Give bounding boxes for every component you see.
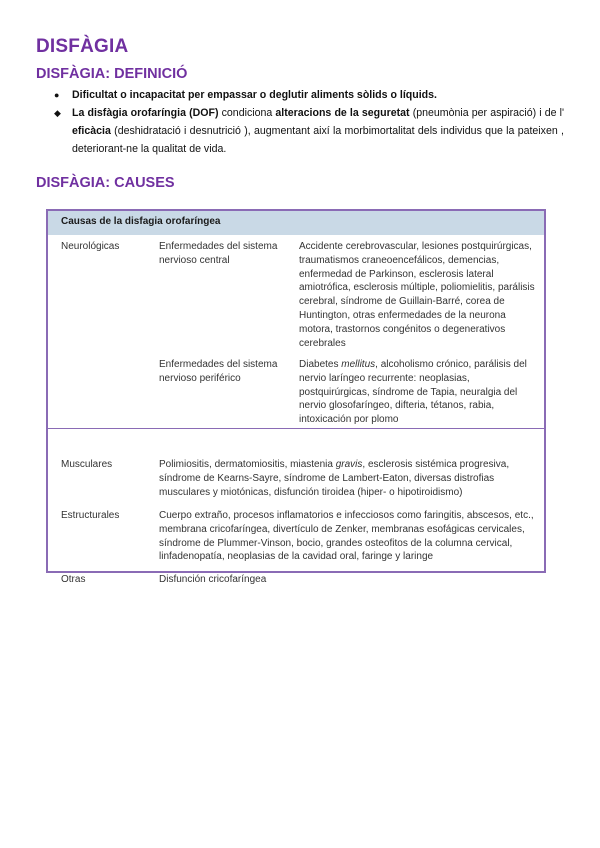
bullet-text: (pneumònia per aspiració) i de l' <box>409 107 564 119</box>
page-title: DISFÀGIA <box>36 36 129 57</box>
sub-label-central: Enfermedades del sistema nervioso central <box>159 241 278 266</box>
bullet-bold-term: alteracions de la seguretat <box>275 107 410 119</box>
cell-text: Disfunción cricofaríngea <box>159 574 267 585</box>
row-label-estructurales: Estructurales <box>61 510 120 521</box>
definition-list <box>50 86 564 158</box>
bullet-text: (deshidratació i desnutrició ), augmentant així la morbimortalitat dels individus que la pateixen , deteriorant-ne la qualitat de vida. <box>72 125 564 155</box>
sub-label-periferico: Enfermedades del sistema nervioso periférico <box>159 359 278 384</box>
row-label-otras: Otras <box>61 574 86 585</box>
diamond-bullet-icon: ◆ <box>54 108 61 118</box>
bullet-bold-term: La disfàgia orofaríngia (DOF) <box>72 107 219 119</box>
cell-text: Cuerpo extraño, procesos inflamatorios e infecciosos como faringitis, abscesos, etc., membrana cricofaríngea, divertículo de Zenker, membranas esofágicas cervicales, síndrome de Plummer-Vinson, bocio, grandes osteofitos de la columna cervical, linfadenopatía, neoplasias de la cavidad oral, faringe y laringe <box>159 510 534 563</box>
row-label-neurologicas: Neurológicas <box>61 241 120 252</box>
cell-text: Accidente cerebrovascular, lesiones postquirúrgicas, traumatismos craneoencefálicos, demencias, enfermedad de Parkinson, esclerosis lateral amiotrófica, esclerosis múltiple, poliomielitis, parálisis cerebral, síndrome de Guillain-Barré, corea de Huntington, otras enfermedades de la neurona motora, trastornos congénitos o degenerativos cerebrales <box>299 241 535 349</box>
list-item <box>50 104 564 158</box>
table-title: Causas de la disfagia orofaríngea <box>48 211 544 235</box>
causes-table <box>46 209 546 585</box>
bullet-icon: ● <box>54 90 60 100</box>
bullet-text: condiciona <box>218 107 276 119</box>
row-divider <box>48 428 544 429</box>
row-label-musculares: Musculares <box>61 459 113 470</box>
cell-text: Polimiositis, dermatomiositis, miastenia gravis, esclerosis sistémica progresiva, síndrome de Kearns-Sayre, síndrome de Lambert-Eaton, diversas distrofias musculares y miotónicas, disfunción tiroidea (hiper- o hipotiroidismo) <box>159 459 510 498</box>
list-item <box>50 86 564 104</box>
definition-heading: DISFÀGIA: DEFINICIÓ <box>36 66 188 82</box>
cell-text: Diabetes mellitus, alcoholismo crónico, parálisis del nervio laríngeo recurrente: neoplasias, postquirúrgicas, síndrome de Tapia, neuralgia del nervio glosofaríngeo, difteria, tétanos, rabia, intoxicación por plomo <box>299 359 527 426</box>
bullet-bold-term: eficàcia <box>72 125 111 137</box>
causes-heading: DISFÀGIA: CAUSES <box>36 175 175 191</box>
bullet-text: Dificultat o incapacitat per empassar o deglutir aliments sòlids o líquids. <box>72 89 437 101</box>
